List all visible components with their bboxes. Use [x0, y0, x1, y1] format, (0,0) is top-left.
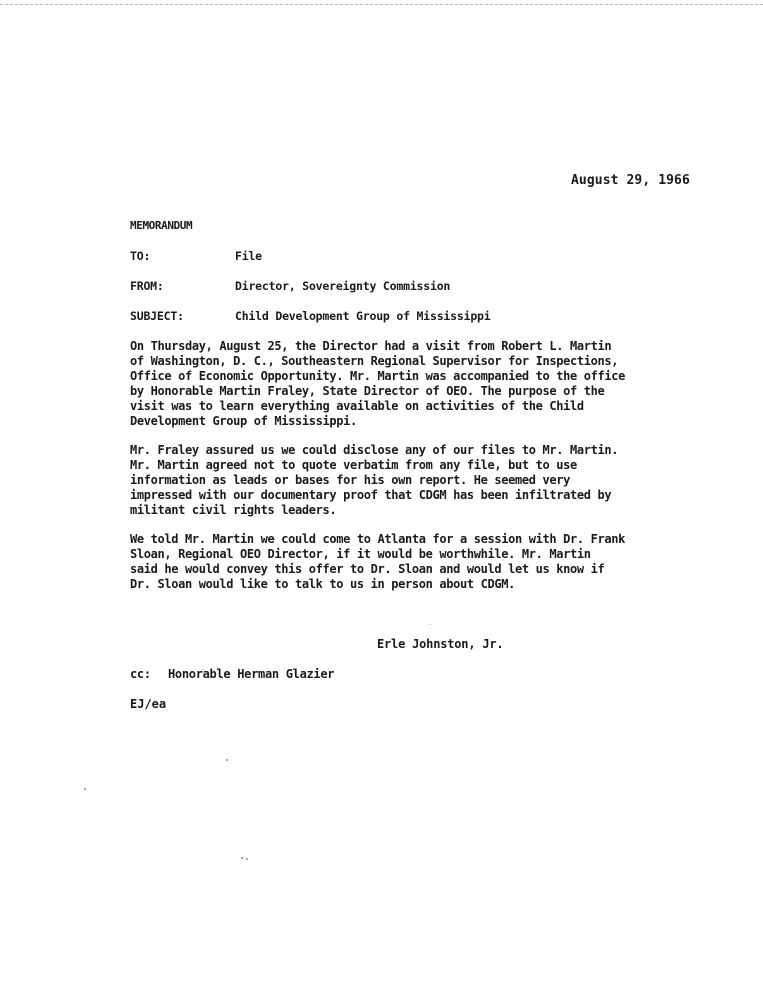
- page-top-edge: [0, 4, 763, 5]
- to-row: [130, 249, 262, 263]
- from-value: Director, Sovereignty Commission: [235, 279, 451, 293]
- body-paragraph-3: [130, 532, 690, 592]
- paragraph-line: Mr. Fraley assured us we could disclose any of our files to Mr. Martin.: [130, 443, 619, 457]
- cc-label: cc:: [130, 667, 151, 681]
- paragraph-line: of Washington, D. C., Southeastern Regional Supervisor for Inspections,: [130, 354, 619, 368]
- paragraph-line: Mr. Martin agreed not to quote verbatim from any file, but to use: [130, 458, 577, 472]
- typist-initials: EJ/ea: [130, 697, 167, 711]
- scan-speck: [430, 624, 431, 625]
- from-row: [130, 279, 450, 293]
- paragraph-line: We told Mr. Martin we could come to Atlanta for a session with Dr. Frank: [130, 532, 625, 546]
- paragraph-line: militant civil rights leaders.: [130, 503, 337, 517]
- paragraph-line: information as leads or bases for his own report. He seemed very: [130, 473, 570, 487]
- to-label: TO:: [130, 249, 151, 263]
- scan-speck: [226, 759, 228, 761]
- to-value: File: [235, 249, 262, 263]
- body-paragraph-2: [130, 443, 690, 518]
- scan-speck: [246, 858, 248, 860]
- paragraph-line: On Thursday, August 25, the Director had a visit from Robert L. Martin: [130, 339, 612, 353]
- scan-speck: [84, 788, 86, 790]
- paragraph-line: impressed with our documentary proof that CDGM has been infiltrated by: [130, 488, 612, 502]
- paragraph-line: by Honorable Martin Fraley, State Director of OEO. The purpose of the: [130, 384, 605, 398]
- paragraph-line: said he would convey this offer to Dr. Sloan and would let us know if: [130, 562, 605, 576]
- subject-value: Child Development Group of Mississippi: [235, 309, 491, 323]
- cc-line: [130, 667, 334, 681]
- subject-label: SUBJECT:: [130, 309, 184, 323]
- paragraph-line: visit was to learn everything available on activities of the Child: [130, 399, 584, 413]
- paragraph-line: Sloan, Regional OEO Director, if it would be worthwhile. Mr. Martin: [130, 547, 591, 561]
- memo-date: August 29, 1966: [571, 173, 690, 188]
- body-paragraph-1: [130, 339, 690, 429]
- subject-row: [130, 309, 491, 323]
- signature-name: Erle Johnston, Jr.: [377, 637, 504, 651]
- scan-speck: [241, 857, 243, 859]
- paragraph-line: Dr. Sloan would like to talk to us in person about CDGM.: [130, 577, 515, 591]
- paragraph-line: Office of Economic Opportunity. Mr. Martin was accompanied to the office: [130, 369, 625, 383]
- paragraph-line: Development Group of Mississippi.: [130, 414, 357, 428]
- from-label: FROM:: [130, 279, 164, 293]
- cc-value: Honorable Herman Glazier: [168, 667, 335, 681]
- memo-heading: MEMORANDUM: [130, 219, 193, 232]
